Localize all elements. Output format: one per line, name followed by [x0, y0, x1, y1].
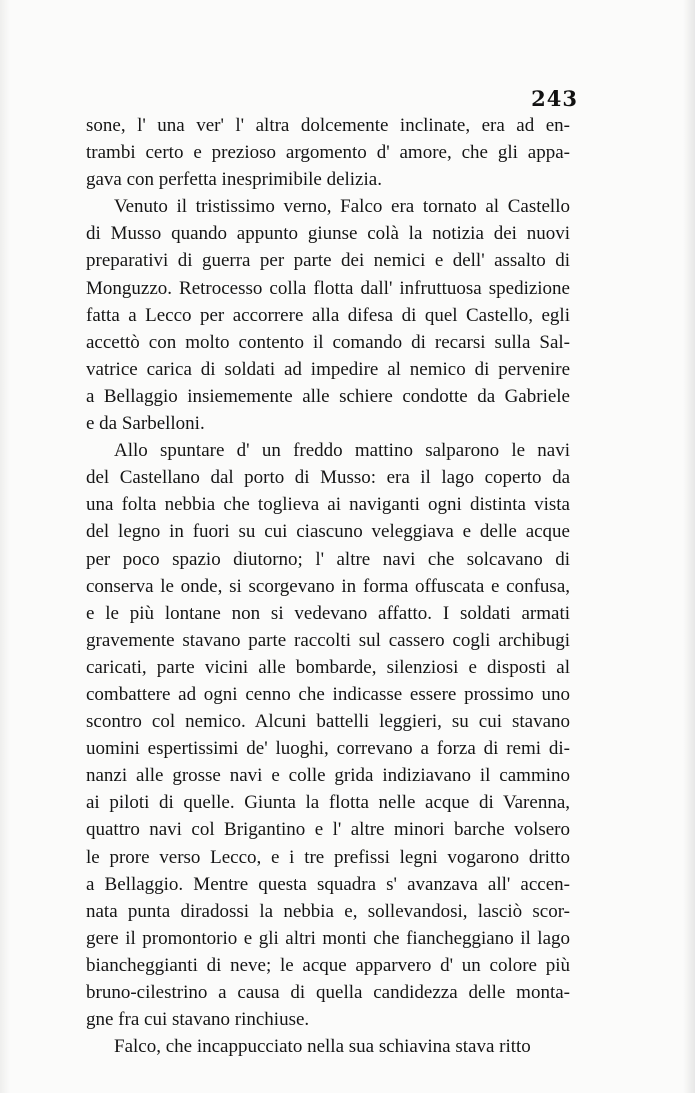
text-line: Venuto il tristissimo verno, Falco era tornato al Castello: [114, 196, 570, 218]
text-line: accettò con molto contento il comando di recarsi sulla Sal-: [86, 331, 570, 353]
text-line: sone, l' una ver' l' altra dolcemente inclinate, era ad en-: [86, 115, 570, 136]
text-line: caricati, parte vicini alle bombarde, silenziosi e disposti al: [86, 656, 570, 678]
text-line: biancheggianti di neve; le acque apparvero d' un colore più: [86, 954, 570, 976]
paragraph: [86, 437, 570, 1033]
text-line: ai piloti di quelle. Giunta la flotta nelle acque di Varenna,: [86, 792, 570, 814]
text-line: del Castellano dal porto di Musso: era il lago coperto da: [86, 467, 570, 489]
text-line: fatta a Lecco per accorrere alla difesa di quel Castello, egli: [86, 304, 570, 326]
page-right-edge: [683, 0, 695, 1093]
body-text: [86, 112, 570, 1060]
text-line: di Musso quando appunto giunse colà la notizia dei nuovi: [86, 223, 570, 245]
text-line: le prore verso Lecco, e i tre prefissi legni vogarono dritto: [86, 846, 570, 868]
text-line: per poco spazio diutorno; l' altre navi che solcavano di: [86, 548, 570, 570]
text-line: a Bellaggio insiememente alle schiere condotte da Gabriele: [86, 385, 570, 407]
text-line: gravemente stavano parte raccolti sul cassero cogli archibugi: [86, 629, 570, 651]
text-line: gere il promontorio e gli altri monti che fiancheggiano il lago: [86, 927, 570, 949]
text-line: una folta nebbia che toglieva ai naviganti ogni distinta vista: [86, 494, 570, 516]
text-line: uomini espertissimi de' luoghi, correvano a forza di remi di-: [86, 738, 570, 760]
text-line: combattere ad ogni cenno che indicasse essere prossimo uno: [86, 683, 570, 705]
text-line: bruno-cilestrino a causa di quella candidezza delle monta-: [86, 982, 570, 1003]
text-line: nanzi alle grosse navi e colle grida indiziavano il cammino: [86, 765, 570, 787]
page-number: 243: [531, 86, 578, 111]
text-line: e da Sarbelloni.: [86, 413, 205, 435]
text-line: gava con perfetta inesprimibile delizia.: [86, 169, 382, 191]
text-line: vatrice carica di soldati ad impedire al nemico di pervenire: [86, 358, 570, 380]
text-line: scontro col nemico. Alcuni battelli leggieri, su cui stavano: [86, 711, 570, 733]
text-line: e le più lontane non si vedevano affatto. I soldati armati: [86, 602, 570, 624]
text-line: trambi certo e prezioso argomento d' amore, che gli appa-: [86, 142, 570, 164]
paragraph: [86, 1033, 570, 1060]
paragraph: [86, 193, 570, 437]
text-line: gne fra cui stavano rinchiuse.: [86, 1009, 310, 1031]
text-line: Falco, che incappucciato nella sua schiavina stava ritto: [114, 1036, 531, 1058]
text-line: quattro navi col Brigantino e l' altre minori barche volsero: [86, 819, 570, 841]
text-line: preparativi di guerra per parte dei nemici e dell' assalto di: [86, 250, 570, 272]
text-line: a Bellaggio. Mentre questa squadra s' avanzava all' accen-: [86, 873, 570, 895]
text-line: nata punta diradossi la nebbia e, sollevandosi, lasciò scor-: [86, 900, 570, 922]
paragraph: [86, 112, 570, 193]
text-line: conserva le onde, si scorgevano in forma offuscata e confusa,: [86, 575, 570, 597]
text-line: Allo spuntare d' un freddo mattino salparono le navi: [114, 440, 570, 462]
text-line: Monguzzo. Retrocesso colla flotta dall' infruttuosa spedizione: [86, 277, 570, 299]
page-left-edge: [0, 0, 10, 1093]
text-line: del legno in fuori su cui ciascuno veleggiava e delle acque: [86, 521, 570, 543]
